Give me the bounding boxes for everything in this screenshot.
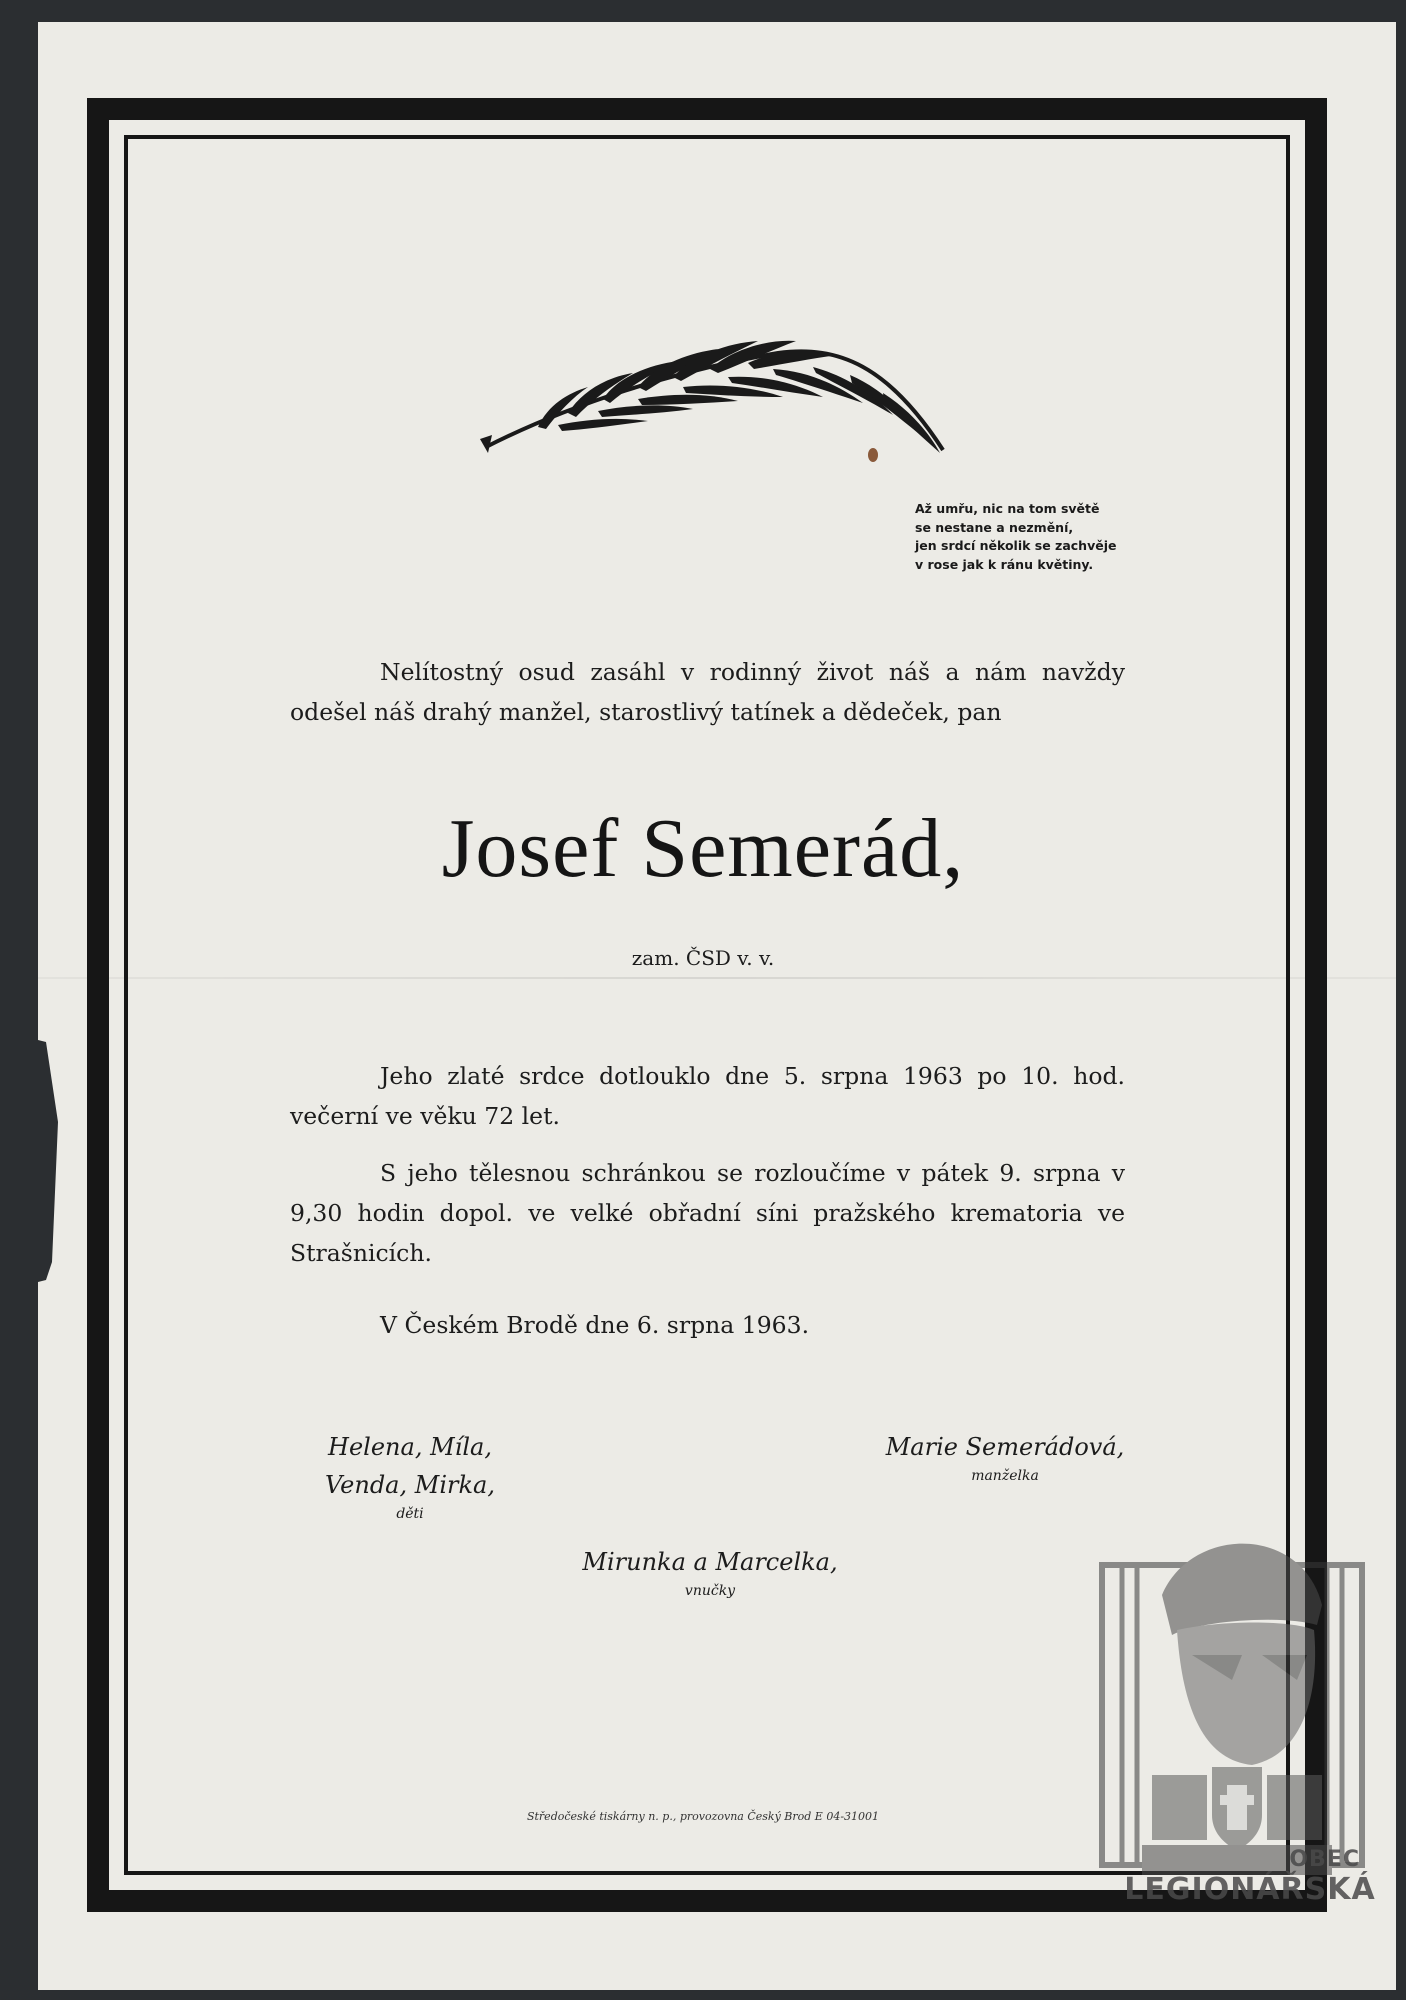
funeral-text: S jeho tělesnou schránkou se rozloučíme v pátek 9. srpna v 9,30 hodin dopol. ve velké obřadní síni pražského krematoria ve Strašnicích.: [290, 1159, 1125, 1267]
death-text: Jeho zlaté srdce dotlouklo dne 5. srpna 1963 po 10. hod. večerní ve věku 72 let.: [290, 1062, 1125, 1130]
poem-line: Až umřu, nic na tom světě: [915, 501, 1100, 516]
poem-quote: [915, 500, 1135, 574]
watermark-partial-text: OBEC: [1289, 1847, 1360, 1872]
poem-line: se nestane a nezmění,: [915, 519, 1074, 535]
deceased-name: Josef Semerád,: [441, 802, 965, 895]
poem-line: jen srdcí několik se zachvěje: [915, 538, 1117, 553]
watermark-text: [1110, 1848, 1390, 1907]
wife-signature: [870, 1428, 1140, 1486]
palm-branch-icon: [478, 335, 948, 455]
wife-name: Marie Semerádová,: [885, 1433, 1125, 1461]
ink-stain: [868, 448, 878, 462]
children-names-line1: Helena, Míla,: [328, 1433, 492, 1461]
poem-line: v rose jak k ránu květiny.: [915, 556, 1094, 572]
printer-imprint: Středočeské tiskárny n. p., provozovna Český Brod E 04-31001: [526, 1810, 880, 1823]
grandchildren-signature: [560, 1543, 860, 1601]
wife-role: manželka: [971, 1468, 1039, 1484]
children-signature: [310, 1428, 510, 1524]
watermark-main-text: LEGIONÁŘSKÁ: [1124, 1872, 1376, 1907]
children-names-line2: Venda, Mirka,: [325, 1471, 495, 1499]
grandchildren-role: vnučky: [684, 1583, 736, 1599]
grandchildren-names: Mirunka a Marcelka,: [582, 1548, 838, 1576]
children-role: děti: [396, 1506, 424, 1522]
deceased-title: zam. ČSD v. v.: [631, 946, 775, 970]
announcement-text: Nelítostný osud zasáhl v rodinný život náš a nám navždy odešel náš drahý manžel, starostlivý tatínek a dědeček, pan: [290, 658, 1125, 726]
place-date: V Českém Brodě dne 6. srpna 1963.: [380, 1311, 810, 1339]
